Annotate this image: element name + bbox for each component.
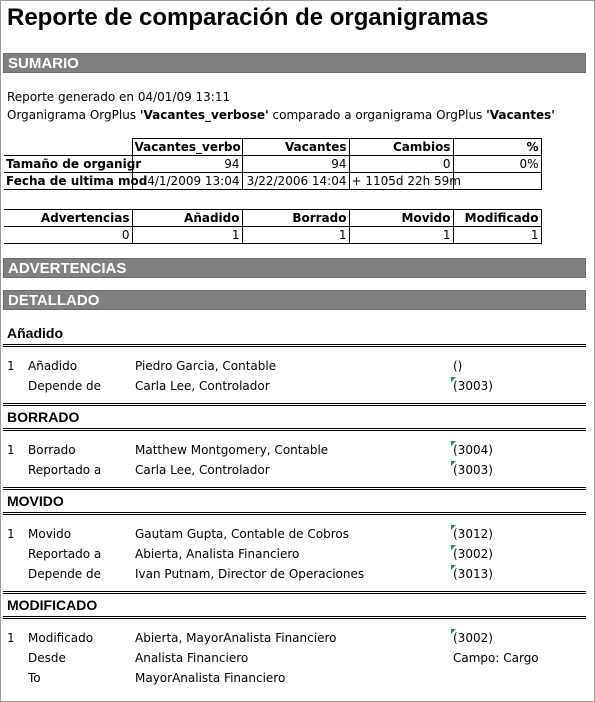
section-band-advertencias: ADVERTENCIAS: [3, 258, 586, 278]
double-divider: [3, 591, 586, 594]
group-heading-added: Añadido: [7, 325, 63, 341]
comparison-header-cell: Vacantes: [242, 139, 349, 156]
counts-header-cell: Advertencias: [4, 210, 132, 227]
change-kind: Reportado a: [28, 463, 102, 477]
ref-id: (3003): [453, 463, 493, 477]
ref-id: (3002): [453, 631, 493, 645]
change-kind: Depende de: [28, 379, 102, 393]
comparison-header-cell: %: [453, 139, 541, 156]
table-cell: 94: [132, 156, 242, 173]
row-number: 1: [7, 359, 15, 373]
person-name: Gautam Gupta, Contable de Cobros: [135, 527, 349, 541]
table-cell: 0: [4, 227, 132, 244]
compare-text: [7, 108, 555, 122]
person-name: Abierta, MayorAnalista Financiero: [135, 631, 337, 645]
table-cell: 1: [132, 227, 242, 244]
table-cell: 94: [242, 156, 349, 173]
section-band-sumario: SUMARIO: [3, 53, 586, 73]
comparison-table: [4, 138, 542, 190]
group-heading-moved: MOVIDO: [7, 493, 64, 509]
field-value: Analista Financiero: [135, 651, 249, 665]
double-divider: [3, 512, 586, 515]
row-number: 1: [7, 443, 15, 457]
counts-header-row: [4, 210, 541, 227]
group-heading-deleted: BORRADO: [7, 409, 80, 425]
person-name: Piedro Garcia, Contable: [135, 359, 277, 373]
change-kind: Depende de: [28, 567, 102, 581]
field-name: Campo: Cargo: [453, 651, 539, 665]
comment-marker-icon: [451, 461, 456, 466]
row-label: Fecha de ultima mod: [6, 174, 148, 188]
person-name: Carla Lee, Controlador: [135, 379, 270, 393]
person-name: Abierta, Analista Financiero: [135, 547, 300, 561]
compare-chart-a: 'Vacantes_verbose': [139, 108, 269, 122]
section-band-detallado: DETALLADO: [3, 290, 586, 310]
counts-header-cell: Modificado: [453, 210, 541, 227]
page-title: Reporte de comparación de organigramas: [7, 4, 489, 31]
comparison-header-cell: Cambios: [349, 139, 453, 156]
comment-marker-icon: [451, 565, 456, 570]
double-divider: [3, 403, 586, 406]
table-cell: 3/22/2006 14:04: [242, 173, 349, 190]
double-divider: [3, 616, 586, 619]
table-row: [4, 227, 541, 244]
generated-text: Reporte generado en 04/01/09 13:11: [7, 90, 231, 104]
comment-marker-icon: [451, 629, 456, 634]
table-row: [4, 156, 541, 173]
ref-id: (3012): [453, 527, 493, 541]
table-cell: [453, 173, 541, 190]
ref-id: (3002): [453, 547, 493, 561]
double-divider: [3, 487, 586, 490]
compare-mid: comparado a organigrama OrgPlus: [268, 108, 487, 122]
field-value: MayorAnalista Financiero: [135, 671, 286, 685]
comparison-header-cell: Vacantes_verbo: [132, 139, 242, 156]
comparison-header-row: [4, 139, 541, 156]
row-number: 1: [7, 527, 15, 541]
ref-id: (3013): [453, 567, 493, 581]
double-divider: [3, 344, 586, 347]
counts-header-cell: Borrado: [242, 210, 349, 227]
table-cell: 1: [242, 227, 349, 244]
change-kind: Desde: [28, 651, 66, 665]
ref-id: (): [453, 359, 463, 373]
comment-marker-icon: [451, 377, 456, 382]
change-kind: Reportado a: [28, 547, 102, 561]
ref-id: (3004): [453, 443, 493, 457]
change-kind: Modificado: [28, 631, 94, 645]
table-cell: 1: [453, 227, 541, 244]
comment-marker-icon: [451, 545, 456, 550]
change-kind: To: [28, 671, 41, 685]
person-name: Carla Lee, Controlador: [135, 463, 270, 477]
comment-marker-icon: [451, 441, 456, 446]
ref-id: (3003): [453, 379, 493, 393]
table-cell: 0: [349, 156, 453, 173]
table-cell: 1: [349, 227, 453, 244]
compare-prefix: Organigrama OrgPlus: [7, 108, 140, 122]
comparison-corner: [4, 139, 132, 156]
table-cell: + 1105d 22h 59m: [349, 173, 453, 190]
row-label: Tamaño de organigr: [6, 157, 142, 171]
compare-chart-b: 'Vacantes': [486, 108, 555, 122]
change-kind: Borrado: [28, 443, 76, 457]
comment-marker-icon: [451, 525, 456, 530]
table-row: [4, 173, 541, 190]
counts-table: [4, 209, 542, 244]
counts-header-cell: Movido: [349, 210, 453, 227]
double-divider: [3, 428, 586, 431]
group-heading-modified: MODIFICADO: [7, 597, 98, 613]
change-kind: Añadido: [28, 359, 78, 373]
table-cell: 4/1/2009 13:04: [132, 173, 242, 190]
counts-header-cell: Añadido: [132, 210, 242, 227]
row-number: 1: [7, 631, 15, 645]
person-name: Matthew Montgomery, Contable: [135, 443, 329, 457]
person-name: Ivan Putnam, Director de Operaciones: [135, 567, 365, 581]
table-cell: 0%: [453, 156, 541, 173]
change-kind: Movido: [28, 527, 72, 541]
